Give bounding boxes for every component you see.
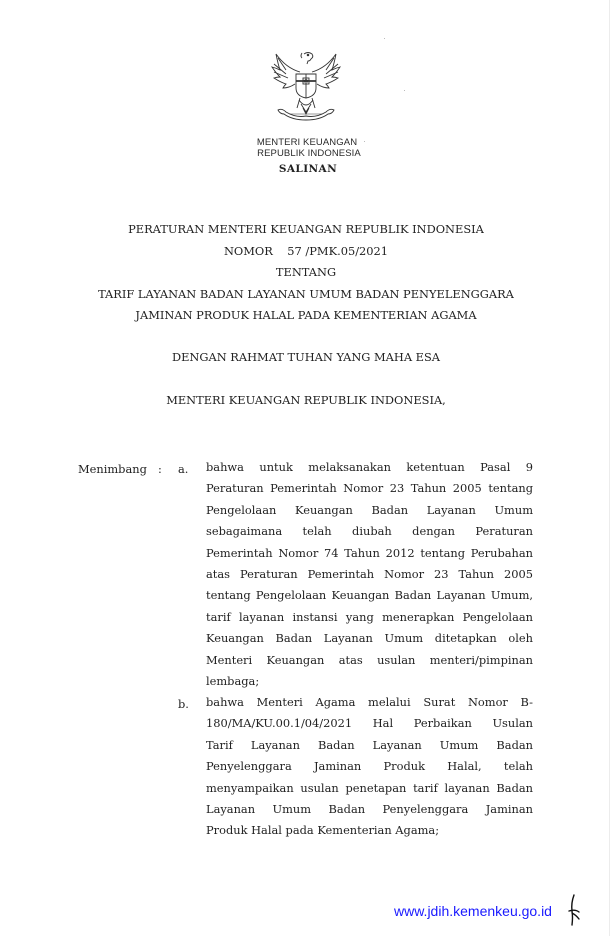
institution-line-2: REPUBLIK INDONESIA [257,148,361,159]
considerations-label: Menimbang [78,462,147,476]
consideration-a-letter: a. [178,462,189,476]
text-line: bahwa Menteri Agama melalui Surat Nomor B- [206,695,533,709]
consideration-a-text [206,457,533,692]
text-line: Pemerintah Nomor 74 Tahun 2012 tentang Perubahan [206,545,533,560]
website-link[interactable]: www.jdih.kemenkeu.go.id [394,903,552,919]
regulation-about: TENTANG [275,265,337,279]
scan-speck [384,38,385,39]
text-line: sebagaimana telah diubah dengan Peraturan [206,524,533,539]
text-line: Pengelolaan Keuangan Badan Layanan Umum [206,502,533,517]
text-line: 180/MA/KU.00.1/04/2021 Hal Perbaikan Usulan [206,716,533,731]
consideration-b-letter: b. [178,697,189,711]
issuer: MENTERI KEUANGAN REPUBLIK INDONESIA, [166,393,446,407]
text-line: Penyelenggara Jaminan Produk Halal, telah [206,759,533,774]
regulation-subject-line-2: JAMINAN PRODUK HALAL PADA KEMENTERIAN AGAMA [135,308,477,322]
regulation-title: PERATURAN MENTERI KEUANGAN REPUBLIK INDONESIA [128,222,484,236]
institution-line-1: MENTERI KEUANGAN [256,137,358,148]
text-line: Tarif Layanan Badan Layanan Umum Badan [206,737,533,752]
text-line: tarif layanan instansi yang menerapkan Pengelolaan [206,609,533,624]
text-line: atas Peraturan Pemerintah Nomor 23 Tahun 2005 [206,566,533,581]
text-line: menyampaikan usulan penetapan tarif layanan Badan [206,780,533,795]
text-line: Layanan Umum Badan Penyelenggara Jaminan [206,801,533,816]
scan-speck [404,90,405,91]
garuda-emblem-icon [266,48,346,128]
consideration-b-text [206,692,533,842]
regulation-subject-line-1: TARIF LAYANAN BADAN LAYANAN UMUM BADAN PENYELENGGARA [98,287,514,301]
considerations-colon: : [158,462,162,476]
text-line: tentang Pengelolaan Keuangan Badan Layanan Umum, [206,588,533,603]
scan-speck [364,141,365,142]
text-line: Menteri Keuangan atas usulan menteri/pimpinan [206,652,533,667]
text-line: Produk Halal pada Kementerian Agama; [206,823,440,838]
text-line: bahwa untuk melaksanakan ketentuan Pasal 9 [206,460,533,474]
regulation-number: NOMOR 57 /PMK.05/2021 [223,244,389,258]
invocation: DENGAN RAHMAT TUHAN YANG MAHA ESA [171,350,441,364]
text-line: Keuangan Badan Layanan Umum ditetapkan oleh [206,631,533,646]
text-line: Peraturan Pemerintah Nomor 23 Tahun 2005 tentang [206,481,533,496]
handwritten-initial-icon [566,893,582,927]
text-line: lembaga; [206,673,260,688]
copy-label: SALINAN [278,163,338,175]
